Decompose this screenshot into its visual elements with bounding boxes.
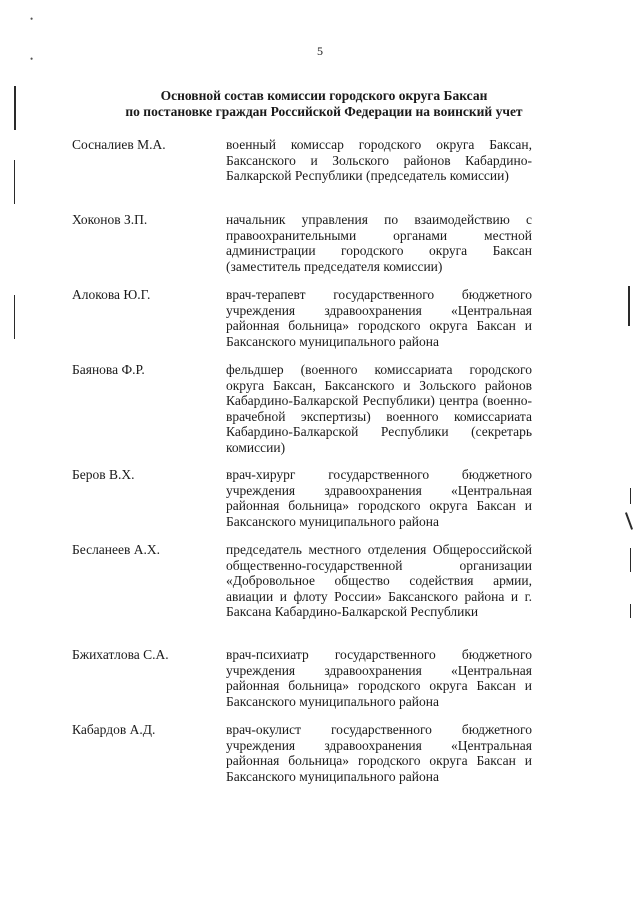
member-role: начальник управления по взаимодействию с правоохранительными органами местной администрации городского округа Баксан (заместитель председателя комиссии) <box>226 212 532 274</box>
member-name: Кабардов А.Д. <box>72 722 156 737</box>
member-name: Хоконов З.П. <box>72 212 148 227</box>
member-name: Бесланеев А.Х. <box>72 542 161 557</box>
title-line-1: Основной состав комиссии городского округа Баксан <box>160 88 488 103</box>
scan-speck: • <box>30 54 34 64</box>
member-role: фельдшер (военного комиссариата городского округа Баксан, Баксанского и Зольского районов Кабардино-Балкарской Республики) центра (военно-врачебной экспертизы) военного комиссариата Кабардино-Балкарской Республики (секретарь комиссии) <box>226 362 532 455</box>
scan-speck: • <box>30 14 34 24</box>
scan-margin-line <box>14 295 15 339</box>
member-role: врач-окулист государственного бюджетного учреждения здравоохранения «Центральная районная больница» городского округа Баксан и Баксанского муниципального района <box>226 722 532 784</box>
member-role: военный комиссар городского округа Баксан, Баксанского и Зольского районов Кабардино-Балкарской Республики (председатель комиссии) <box>226 137 532 183</box>
member-name: Баянова Ф.Р. <box>72 362 145 377</box>
page-number: 5 <box>317 44 323 58</box>
document-title <box>60 88 588 120</box>
scan-margin-line <box>628 286 630 326</box>
title-line-2: по постановке граждан Российской Федерации на воинский учет <box>125 104 523 119</box>
scan-margin-line <box>14 160 15 204</box>
member-role: врач-хирург государственного бюджетного учреждения здравоохранения «Центральная районная больница» городского округа Баксан и Баксанского муниципального района <box>226 467 532 529</box>
member-role: врач-психиатр государственного бюджетного учреждения здравоохранения «Центральная районная больница» городского округа Баксан и Баксанского муниципального района <box>226 647 532 709</box>
scan-margin-line <box>14 86 16 130</box>
scan-margin-line <box>630 488 631 504</box>
member-role: председатель местного отделения Общероссийской общественно-государственной организации «Добровольное общество содействия армии, авиации и флоту России» Баксанского района и г. Баксана Кабардино-Балкарской Республики <box>226 542 532 619</box>
member-name: Сосналиев М.А. <box>72 137 166 152</box>
member-name: Алокова Ю.Г. <box>72 287 151 302</box>
member-role: врач-терапевт государственного бюджетного учреждения здравоохранения «Центральная районная больница» городского округа Баксан и Баксанского муниципального района <box>226 287 532 349</box>
scan-margin-line <box>625 512 633 530</box>
scan-margin-line <box>630 604 631 618</box>
member-name: Беров В.Х. <box>72 467 135 482</box>
scan-margin-line <box>630 548 631 572</box>
member-name: Бжихатлова С.А. <box>72 647 169 662</box>
